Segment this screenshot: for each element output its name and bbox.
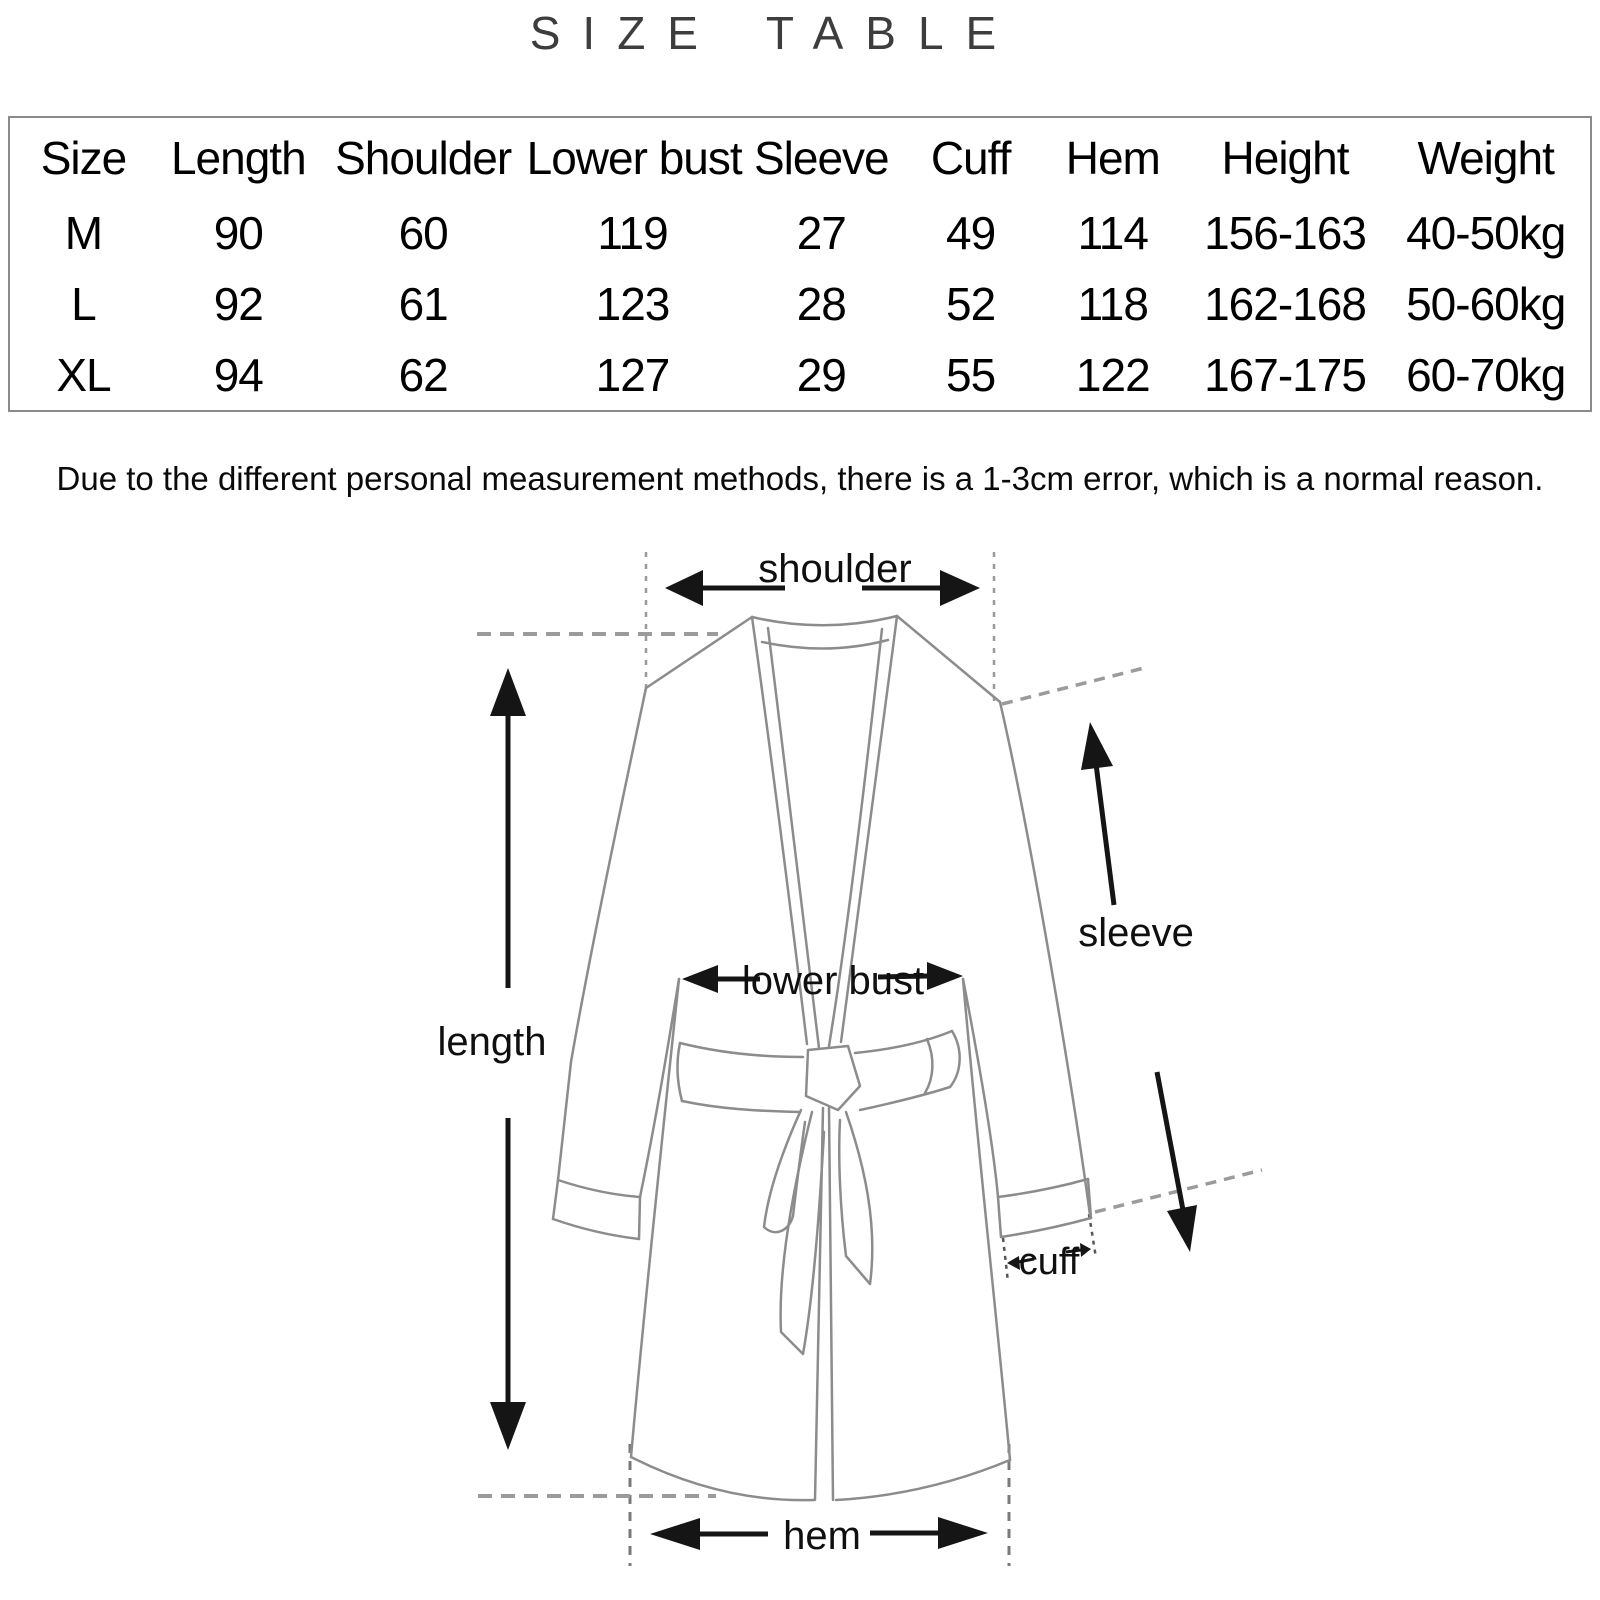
column-header: Sleeve (753, 132, 889, 184)
size-cell: 52 (946, 277, 996, 330)
size-cell: 29 (796, 348, 846, 401)
column-header: Size (40, 132, 127, 184)
column-header: Cuff (930, 132, 1011, 184)
size-table-table (10, 118, 1590, 410)
shoulder-arrow-left-head (665, 570, 703, 606)
size-cell: 50-60kg (1406, 277, 1566, 330)
measurement-diagram (0, 520, 1600, 1600)
size-cell: L (71, 277, 96, 330)
table-row (10, 269, 1590, 340)
lower-bust-label: lower bust (741, 959, 925, 1003)
column-header: Weight (1417, 132, 1554, 184)
length-arrow-down-head (490, 1402, 526, 1450)
size-cell: 122 (1075, 348, 1150, 401)
column-header: Hem (1065, 132, 1160, 184)
cuff-annotation (1007, 1241, 1091, 1283)
size-cell: 127 (595, 348, 670, 401)
column-header: Lower bust (526, 132, 742, 184)
sleeve-arrow-down-head (1167, 1205, 1197, 1252)
size-table (8, 116, 1592, 412)
size-cell: 167-175 (1204, 348, 1366, 401)
shoulder-label: shoulder (758, 547, 912, 591)
lower-bust-arrow-left-head (682, 965, 718, 993)
cuff-left-tick (1003, 1238, 1008, 1282)
lower-bust-arrow-right-head (927, 962, 963, 990)
shoulder-annotation (665, 547, 980, 606)
size-cell: 114 (1077, 207, 1148, 260)
size-cell: 90 (213, 207, 263, 260)
header-row (10, 118, 1590, 198)
column-header: Height (1221, 132, 1349, 184)
column-header: Length (170, 132, 306, 184)
sleeve-arrow-up-head (1081, 722, 1113, 770)
hem-annotation (650, 1514, 988, 1558)
sleeve-top-dashed-line (1002, 667, 1148, 704)
column-header: Shoulder (335, 132, 512, 184)
size-cell: M (64, 207, 103, 260)
size-table-header (10, 118, 1590, 198)
table-row (10, 198, 1590, 269)
sleeve-arrow-up-shaft (1096, 764, 1114, 905)
cuff-label: cuff (1018, 1241, 1080, 1283)
size-cell: 156-163 (1204, 207, 1366, 260)
size-table-body (10, 198, 1590, 410)
size-cell: 92 (213, 277, 263, 330)
size-cell: 40-50kg (1406, 207, 1566, 260)
hem-label: hem (783, 1514, 861, 1558)
lower-bust-annotation (682, 959, 963, 1003)
length-arrow-up-head (490, 668, 526, 716)
hem-arrow-right-head (938, 1517, 988, 1549)
sleeve-annotation (1078, 722, 1197, 1252)
size-cell: 60 (398, 207, 448, 260)
size-cell: 162-168 (1204, 277, 1366, 330)
length-label: length (437, 1020, 547, 1064)
size-cell: XL (56, 348, 111, 401)
sleeve-arrow-down-shaft (1157, 1072, 1183, 1210)
size-cell: 27 (796, 207, 846, 260)
table-row (10, 339, 1590, 410)
length-annotation (438, 668, 547, 1450)
page-title: SIZE TABLE (529, 7, 1019, 59)
size-cell: 94 (213, 348, 263, 401)
size-cell: 61 (398, 277, 448, 330)
shoulder-arrow-right-head (940, 570, 980, 606)
sleeve-label: sleeve (1078, 911, 1194, 955)
size-cell: 28 (796, 277, 846, 330)
robe-outline (553, 616, 1091, 1500)
size-cell: 60-70kg (1406, 348, 1566, 401)
reference-lines (477, 552, 1262, 1566)
size-cell: 55 (946, 348, 996, 401)
size-cell: 119 (597, 207, 668, 260)
hem-arrow-left-head (650, 1518, 700, 1550)
size-cell: 49 (946, 207, 996, 260)
cuff-arrow-right-head (1080, 1243, 1091, 1257)
size-cell: 62 (398, 348, 448, 401)
size-cell: 123 (595, 277, 670, 330)
measurement-note: Due to the different personal measurement methods, there is a 1-3cm error, which is a normal reason. (56, 460, 1544, 497)
size-cell: 118 (1077, 277, 1148, 330)
cuff-right-tick (1089, 1214, 1096, 1258)
